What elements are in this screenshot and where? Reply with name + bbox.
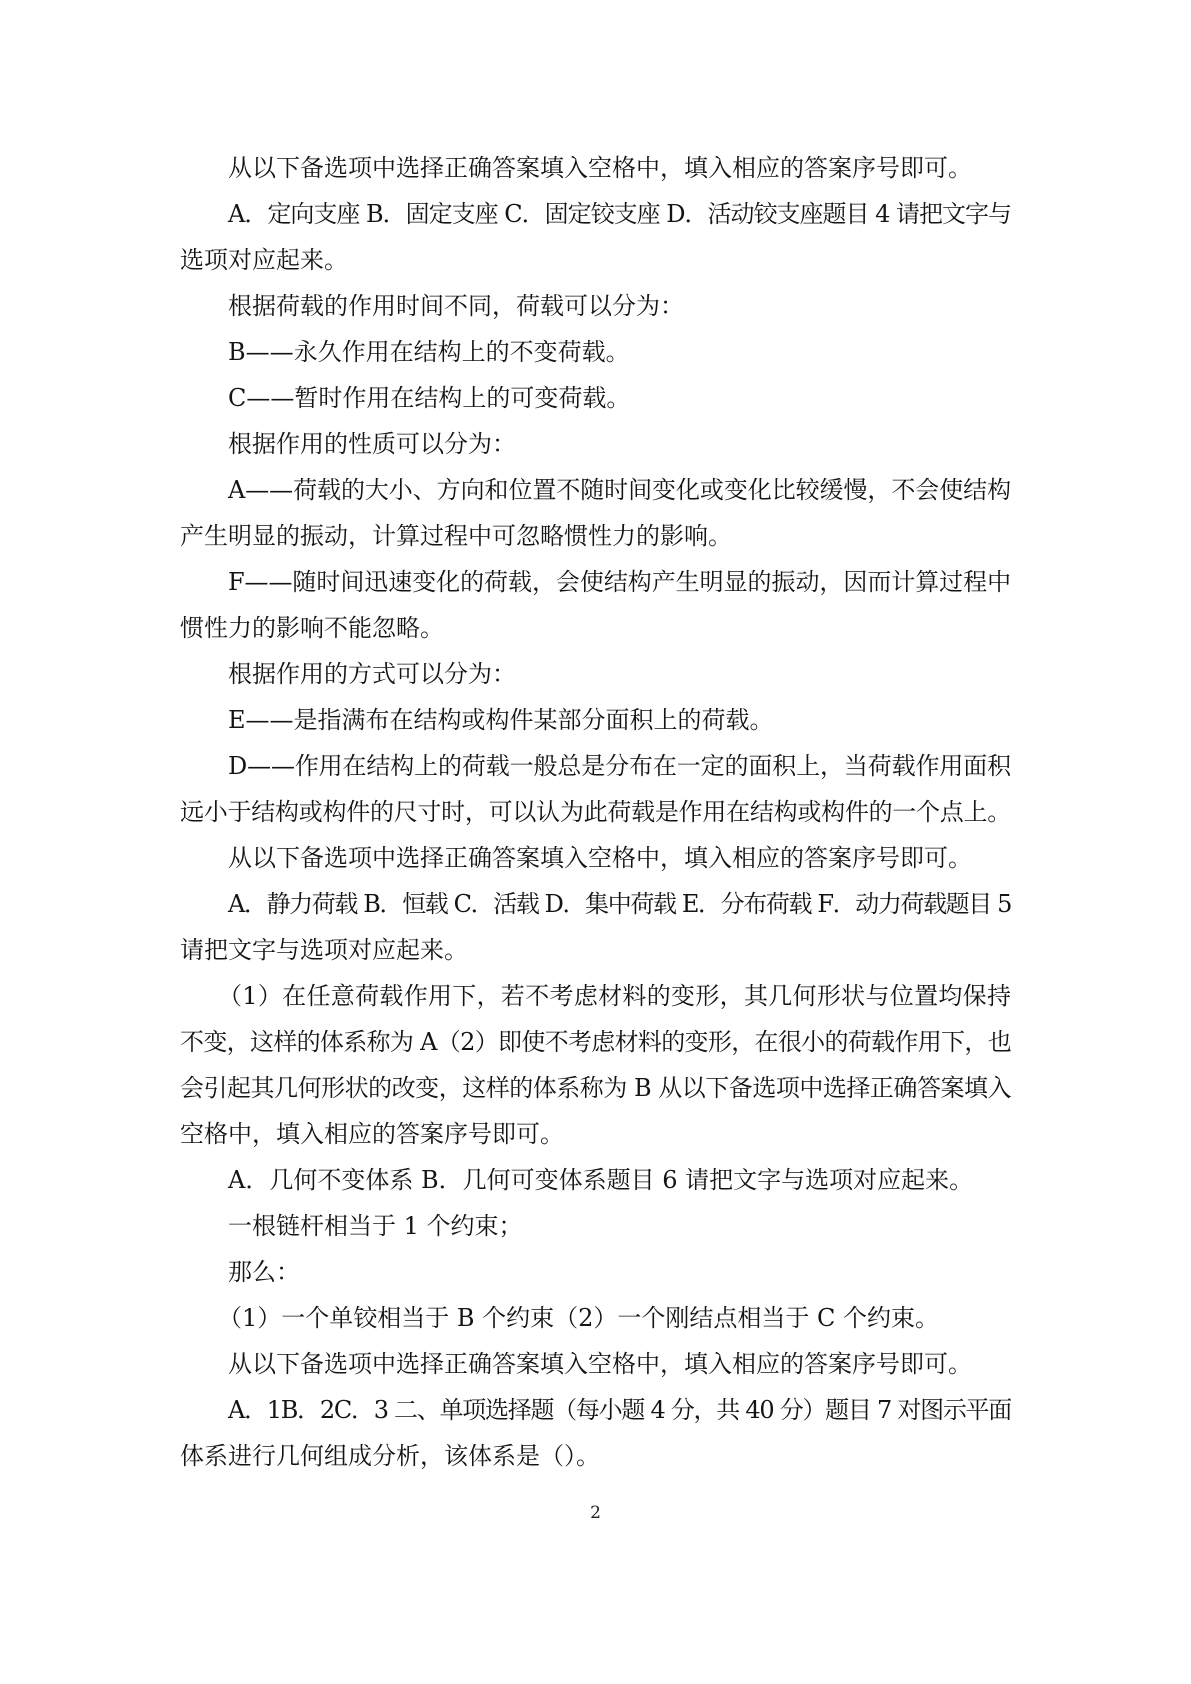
text-line: 不变，这样的体系称为 A（2）即使不考虑材料的变形，在很小的荷载作用下，也 (180, 1028, 1011, 1056)
text-line: 根据荷载的作用时间不同，荷载可以分为： (228, 292, 684, 320)
text-line: F——随时间迅速变化的荷载，会使结构产生明显的振动，因而计算过程中 (228, 568, 1011, 596)
text-line: （1）在任意荷载作用下，若不考虑材料的变形，其几何形状与位置均保持 (218, 982, 1011, 1010)
text-line: 远小于结构或构件的尺寸时，可以认为此荷载是作用在结构或构件的一个点上。 (180, 798, 1011, 826)
text-line: D——作用在结构上的荷载一般总是分布在一定的面积上，当荷载作用面积 (228, 752, 1011, 780)
page-number: 2 (590, 1503, 601, 1523)
text-line: 从以下备选项中选择正确答案填入空格中，填入相应的答案序号即可。 (228, 1350, 972, 1378)
text-line: A．定向支座 B．固定支座 C．固定铰支座 D．活动铰支座题目 4 请把文字与 (228, 200, 1011, 228)
text-line: 体系进行几何组成分析，该体系是（）。 (180, 1442, 600, 1470)
text-line: A．1B．2C．3 二、单项选择题（每小题 4 分，共 40 分）题目 7 对图示平面 (228, 1396, 1011, 1424)
document-body (180, 145, 1011, 1479)
text-line: 从以下备选项中选择正确答案填入空格中，填入相应的答案序号即可。 (228, 154, 972, 182)
text-line: 一根链杆相当于 1 个约束； (228, 1212, 523, 1240)
text-line: 产生明显的振动，计算过程中可忽略惯性力的影响。 (180, 522, 732, 550)
text-line: 惯性力的影响不能忽略。 (180, 614, 444, 642)
text-line: 空格中，填入相应的答案序号即可。 (180, 1120, 564, 1148)
text-line: （1）一个单铰相当于 B 个约束（2）一个刚结点相当于 C 个约束。 (218, 1304, 940, 1332)
text-line: A——荷载的大小、方向和位置不随时间变化或变化比较缓慢，不会使结构 (228, 476, 1011, 504)
text-line: 那么： (228, 1258, 300, 1286)
text-line: 从以下备选项中选择正确答案填入空格中，填入相应的答案序号即可。 (228, 844, 972, 872)
text-line: A．静力荷载 B．恒载 C．活载 D．集中荷载 E．分布荷载 F．动力荷载题目 5 (228, 890, 1011, 918)
text-line: A．几何不变体系 B．几何可变体系题目 6 请把文字与选项对应起来。 (228, 1166, 974, 1194)
text-line: B——永久作用在结构上的不变荷载。 (228, 338, 630, 366)
text-line: 会引起其几何形状的改变，这样的体系称为 B 从以下备选项中选择正确答案填入 (180, 1074, 1011, 1102)
text-line: E——是指满布在结构或构件某部分面积上的荷载。 (228, 706, 774, 734)
text-line: C——暂时作用在结构上的可变荷载。 (228, 384, 631, 412)
text-line: 选项对应起来。 (180, 246, 348, 274)
text-line: 请把文字与选项对应起来。 (180, 936, 468, 964)
text-line: 根据作用的方式可以分为： (228, 660, 516, 688)
text-line: 根据作用的性质可以分为： (228, 430, 516, 458)
